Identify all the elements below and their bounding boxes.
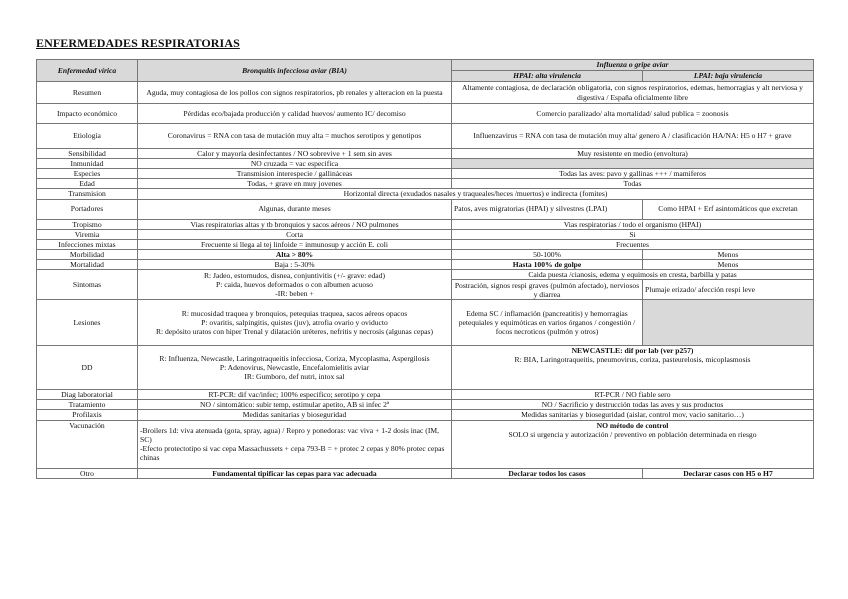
cell-lpai: Plumaje erizado/ afección respi leve — [643, 280, 814, 300]
cell-bia: Medidas sanitarias y bioseguridad — [138, 410, 452, 420]
cell-bia: Transmision interespecie / gallináceas — [138, 169, 452, 179]
table-row — [37, 199, 814, 219]
cell-hpai: Patos, aves migratorias (HPAI) y silvestres (LPAI) — [452, 199, 643, 219]
row-label: Edad — [37, 179, 138, 189]
cell-influenza: Medidas sanitarias y bioseguridad (aislar, control mov, vacio sanitario…) — [452, 410, 814, 420]
row-label: Etiología — [37, 124, 138, 149]
header-lpai: LPAI: baja virulencia — [643, 71, 814, 82]
cell-bia: Baja : 5-30% — [138, 259, 452, 269]
row-label: Profilaxis — [37, 410, 138, 420]
cell-influenza: RT-PCR / NO fiable sero — [452, 390, 814, 400]
row-label: Otro — [37, 468, 138, 478]
cell-bia — [138, 420, 452, 468]
row-label: Especies — [37, 169, 138, 179]
cell-bia: Pérdidas eco/bajada producción y calidad huevos/ aumento IC/ decomiso — [138, 104, 452, 124]
header-disease: Enfermedad vírica — [37, 60, 138, 82]
row-label: DD — [37, 346, 138, 390]
cell-line: SOLO si urgencia y autorización / preventivo en población determinada en riesgo — [508, 429, 757, 439]
cell-all: Horizontal directa (exudados nasales y traqueales/heces /muertos) e indirecta (fomites) — [138, 189, 814, 199]
cell-bia: Aguda, muy contagiosa de los pollos con signos respiratorios, pb renales y alteracion en la puesta — [138, 82, 452, 104]
cell-line: P: Adenovirus, Newcastle, Encefalomielitis aviar — [219, 363, 370, 373]
table-header-row — [37, 60, 814, 71]
row-label: Mortalidad — [37, 259, 138, 269]
cell-influenza: Caida puesta /cianosis, edema y equimosis en cresta, barbilla y patas — [452, 270, 814, 280]
cell-lpai: Menos — [643, 259, 814, 269]
cell-bia — [138, 346, 452, 390]
row-label: Morbilidad — [37, 249, 138, 259]
cell-lpai: Declarar casos con H5 o H7 — [643, 468, 814, 478]
cell-bia: NO / sintomático: subir temp, estimular apetito, AB si infec 2ª — [138, 400, 452, 410]
cell-line: R: Jadeo, estornudos, disnea, conjuntivitis (+/- grave: edad) — [203, 270, 385, 280]
cell-influenza: Todas — [452, 179, 814, 189]
cell-bia — [138, 270, 452, 300]
cell-hpai: Edema SC / inflamación (pancreatitis) y hemorragias petequiales y equimóticas en varios órganos / congestión / focos necroticos (pulmón y otros) — [452, 300, 643, 346]
row-label: Impacto económico — [37, 104, 138, 124]
cell-bia — [138, 300, 452, 346]
cell-influenza — [452, 346, 814, 390]
cell-line: -IR: beben + — [275, 289, 314, 299]
cell-line: R: BIA, Laringotraqueitis, pneumovirus, coriza, pasteurelosis, micoplasmosis — [514, 355, 751, 365]
row-label: Portadores — [37, 199, 138, 219]
cell-line: P: ovaritis, salpingitis, quistes (juv), atrofia ovario y oviducto — [201, 318, 388, 328]
cell-influenza: Si — [452, 229, 814, 239]
cell-hpai: Hasta 100% de golpe — [452, 259, 643, 269]
table-row — [37, 219, 814, 229]
cell-bia: Calor y mayoría desinfectantes / NO sobrevive + 1 sem sin aves — [138, 149, 452, 159]
cell-bia: Fundamental tipificar las cepas para vac adecuada — [138, 468, 452, 478]
cell-influenza: Influenzavirus = RNA con tasa de mutación muy alta/ genero A / clasificación HA/NA: H5 o H7 + grave — [452, 124, 814, 149]
row-label: Sensibilidad — [37, 149, 138, 159]
cell-bia: RT-PCR: dif vac/infec; 100% especifico; serotipo y cepa — [138, 390, 452, 400]
row-label: Lesiones — [37, 300, 138, 346]
cell-bia: Algunas, durante meses — [138, 199, 452, 219]
cell-line: -Efecto protectotipo si vac cepa Massachussets + cepa 793-B = + protec 2 cepas y 80% protec cepas chinas — [140, 444, 445, 463]
row-label: Vacunación — [37, 420, 138, 468]
table-row — [37, 149, 814, 159]
cell-line: IR: Gumboro, def nutri, intox sal — [244, 372, 345, 382]
row-label: Tratamiento — [37, 400, 138, 410]
table-row — [37, 259, 814, 269]
cell-line: -Broilers 1d: viva atenuada (gota, spray, agua) / Repro y ponedoras: vac viva + 1-2 dosis inac (IM, SC) — [140, 425, 440, 444]
cell-line: NEWCASTLE: dif por lab (ver p257) — [571, 346, 694, 356]
cell-lpai: Menos — [643, 249, 814, 259]
row-label: Viremia — [37, 229, 138, 239]
cell-bia: Coronavirus = RNA con tasa de mutación muy alta = muchos serotipos y genotipos — [138, 124, 452, 149]
table-row — [37, 410, 814, 420]
row-label: Transmision — [37, 189, 138, 199]
table-row — [37, 420, 814, 468]
table-row — [37, 159, 814, 169]
cell-lpai: Como HPAI + Erf asintomáticos que excretan — [643, 199, 814, 219]
table-row — [37, 468, 814, 478]
table-row — [37, 346, 814, 390]
cell-line: NO método de control — [596, 420, 669, 430]
cell-influenza: Todas las aves: pavo y gallinas +++ / mamiferos — [452, 169, 814, 179]
cell-hpai: 50-100% — [452, 249, 643, 259]
diseases-table — [36, 59, 814, 479]
row-label: Sintomas — [37, 270, 138, 300]
table-row — [37, 124, 814, 149]
table-row — [37, 270, 814, 280]
cell-hpai: Declarar todos los casos — [452, 468, 643, 478]
cell-hpai: Postración, signos respi graves (pulmón afectado), nerviosos y diarrea — [452, 280, 643, 300]
table-row — [37, 229, 814, 239]
table-row — [37, 239, 814, 249]
page-title: ENFERMEDADES RESPIRATORIAS — [36, 36, 240, 50]
header-influenza: Influenza o gripe aviar — [452, 60, 814, 71]
table-row — [37, 104, 814, 124]
table-row — [37, 169, 814, 179]
table-row — [37, 300, 814, 346]
table-row — [37, 189, 814, 199]
header-bia: Bronquitis infecciosa aviar (BIA) — [138, 60, 452, 82]
cell-influenza: NO / Sacrificio y destrucción todas las aves y sus productos — [452, 400, 814, 410]
row-label: Resumen — [37, 82, 138, 104]
table-row — [37, 249, 814, 259]
cell-influenza: Muy resistente en medio (envoltura) — [452, 149, 814, 159]
cell-line: R: mucosidad traquea y bronquios, petequias traquea, sacos aéreos opacos — [181, 309, 408, 319]
row-label: Inmunidad — [37, 159, 138, 169]
cell-line: R: depósito uratos con hiper Trenal y dilatación uréteres, nefritis y necrosis (algunas cepas) — [155, 327, 434, 337]
table-row — [37, 82, 814, 104]
cell-influenza: Comercio paralizado/ alta mortalidad/ salud publica = zoonosis — [452, 104, 814, 124]
row-label: Infecciones mixtas — [37, 239, 138, 249]
table-row — [37, 400, 814, 410]
cell-bia: NO cruzada = vac especifica — [138, 159, 452, 169]
cell-influenza: Frecuentes — [452, 239, 814, 249]
cell-bia: Corta — [138, 229, 452, 239]
header-hpai: HPAI: alta virulencia — [452, 71, 643, 82]
row-label: Tropismo — [37, 219, 138, 229]
table-row — [37, 390, 814, 400]
cell-bia: Frecuente si llega al tej linfoide = inmunosup y acción E. coli — [138, 239, 452, 249]
row-label: Diag laboratorial — [37, 390, 138, 400]
cell-influenza: Altamente contagiosa, de declaración obligatoria, con signos respiratorios, edemas, hemorragias y alt nerviosa y digestiva / España oficialmente libre — [452, 82, 814, 104]
cell-influenza: Vias respiratorias / todo el organismo (HPAI) — [452, 219, 814, 229]
table-row — [37, 179, 814, 189]
cell-influenza — [452, 420, 814, 468]
cell-influenza-empty — [452, 159, 814, 169]
cell-bia: Alta > 80% — [138, 249, 452, 259]
cell-line: P: caida, huevos deformados o con albumen acuoso — [216, 280, 373, 290]
cell-line: R: Influenza, Newcastle, Laringotraqueitis infecciosa, Coriza, Mycoplasma, Aspergilosis — [159, 354, 430, 364]
cell-lpai-empty — [643, 300, 814, 346]
cell-bia: Todas, + grave en muy jovenes — [138, 179, 452, 189]
cell-bia: Vias respiratorias altas y tb bronquios y sacos aéreos / NO pulmones — [138, 219, 452, 229]
